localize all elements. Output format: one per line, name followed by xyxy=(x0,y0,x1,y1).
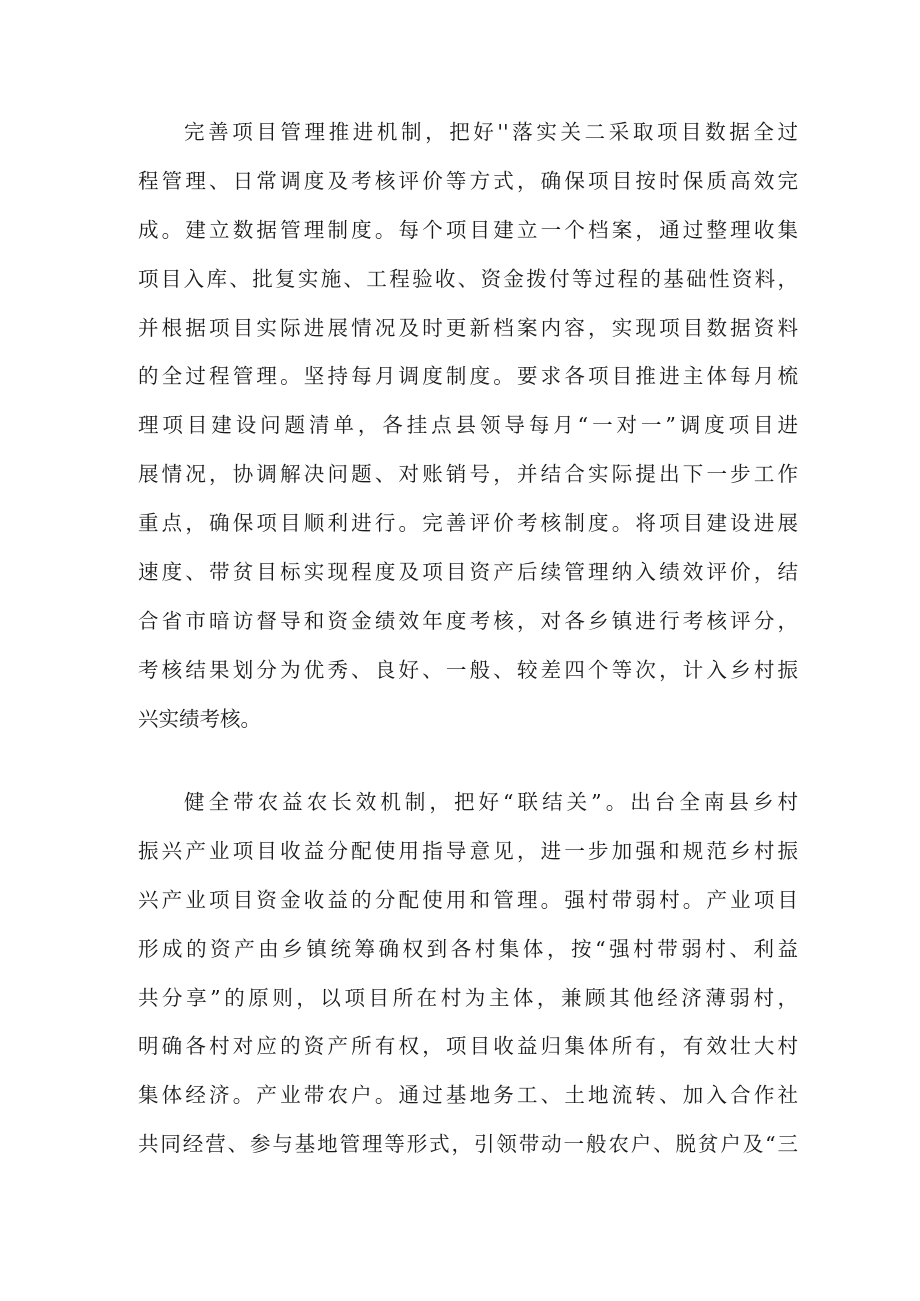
paragraph-line: 理项目建设问题清单，各挂点县领导每月“一对一”调度项目进 xyxy=(138,413,798,438)
paragraph-line: 速度、带贫目标实现程度及项目资产后续管理纳入绩效评价，结 xyxy=(138,560,798,585)
paragraph-line: 重点，确保项目顺利进行。完善评价考核制度。将项目建设进展 xyxy=(138,511,798,536)
paragraph-line: 兴实绩考核。 xyxy=(138,706,261,731)
paragraph-line: 共同经营、参与基地管理等形式，引领带动一般农户、脱贫户及“三 xyxy=(138,1132,798,1157)
paragraph-line: 共分享”的原则，以项目所在村为主体，兼顾其他经济薄弱村， xyxy=(138,985,798,1010)
paragraph-line: 成。建立数据管理制度。每个项目建立一个档案，通过整理收集 xyxy=(138,217,798,242)
paragraph-line: 明确各村对应的资产所有权，项目收益归集体所有，有效壮大村 xyxy=(138,1034,798,1059)
paragraph-line: 的全过程管理。坚持每月调度制度。要求各项目推进主体每月梳 xyxy=(138,364,798,389)
paragraph-line: 振兴产业项目收益分配使用指导意见，进一步加强和规范乡村振 xyxy=(138,838,798,863)
paragraph-project-management xyxy=(138,117,798,753)
paragraph-line: 健全带农益农长效机制，把好“联结关”。出台全南县乡村 xyxy=(184,790,798,814)
paragraph-line: 形成的资产由乡镇统筹确权到各村集体，按“强村带弱村、利益 xyxy=(138,936,798,961)
paragraph-line: 考核结果划分为优秀、良好、一般、较差四个等次，计入乡村振 xyxy=(138,657,798,682)
paragraph-line: 兴产业项目资金收益的分配使用和管理。强村带弱村。产业项目 xyxy=(138,887,798,912)
paragraph-line: 完善项目管理推进机制，把好''落实关二采取项目数据全过 xyxy=(184,120,798,144)
paragraph-line: 集体经济。产业带农户。通过基地务工、土地流转、加入合作社 xyxy=(138,1083,798,1108)
paragraph-line: 程管理、日常调度及考核评价等方式，确保项目按时保质高效完 xyxy=(138,168,798,193)
paragraph-line: 并根据项目实际进展情况及时更新档案内容，实现项目数据资料 xyxy=(138,315,798,340)
paragraph-line: 合省市暗访督导和资金绩效年度考核，对各乡镇进行考核评分， xyxy=(138,608,798,633)
paragraph-benefit-mechanism xyxy=(138,787,798,1178)
paragraph-line: 项目入库、批复实施、工程验收、资金拨付等过程的基础性资料， xyxy=(138,266,798,291)
paragraph-line: 展情况，协调解决问题、对账销号，并结合实际提出下一步工作 xyxy=(138,462,798,487)
